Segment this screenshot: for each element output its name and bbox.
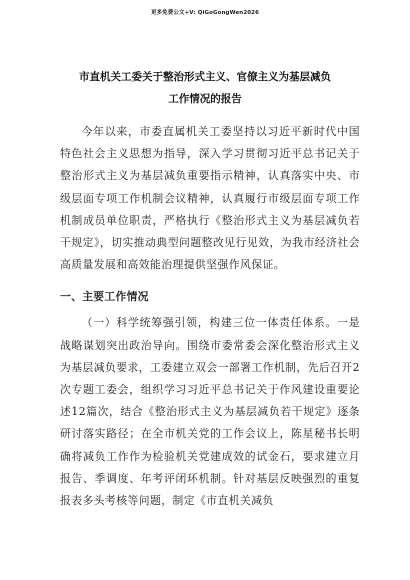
title-line-1: 市直机关工委关于整治形式主义、官僚主义为基层减负 [79,71,331,83]
document-body [60,121,360,512]
document-title [40,66,370,110]
header-watermark: 更多免费公文+V: QiGoGongWen2026 [150,10,260,16]
section-paragraph: （一）科学统筹强引领，构建三位一体责任体系。一是战略谋划突出政治导向。围绕市委常委会深化整治形式主义为基层减负要求，工委建立双会一部署工作机制，先后召开2次专题工委会，组织学习习近平总书记关于作风建设重要论述12篇次，结合《整治形式主义为基层减负若干规定》逐条研讨落实路径；在全市机关党的工作会议上，陈星秘书长明确将减负工作作为检验机关党建成效的试金石，要求建立月报告、季调度、年考评闭环机制。针对基层反映强烈的重复报表多头考核等问题，制定《市直机关减负 [60,316,360,508]
title-line-2: 工作情况的报告 [168,93,242,105]
intro-paragraph: 今年以来，市委直属机关工委坚持以习近平新时代中国特色社会主义思想为指导，深入学习贯彻习近平总书记关于整治形式主义为基层减负重要指示精神，认真落实中央、市级层面专项工作机制会议精神，认真履行市级层面专项工作机制成员单位职责，严格执行《整治形式主义为基层减负若干规定》，切实推动典型问题整改见行见效，为我市经济社会高质量发展和高效能治理提供坚强作风保证。 [60,125,360,272]
section-heading: 一、主要工作情况 [60,290,149,304]
